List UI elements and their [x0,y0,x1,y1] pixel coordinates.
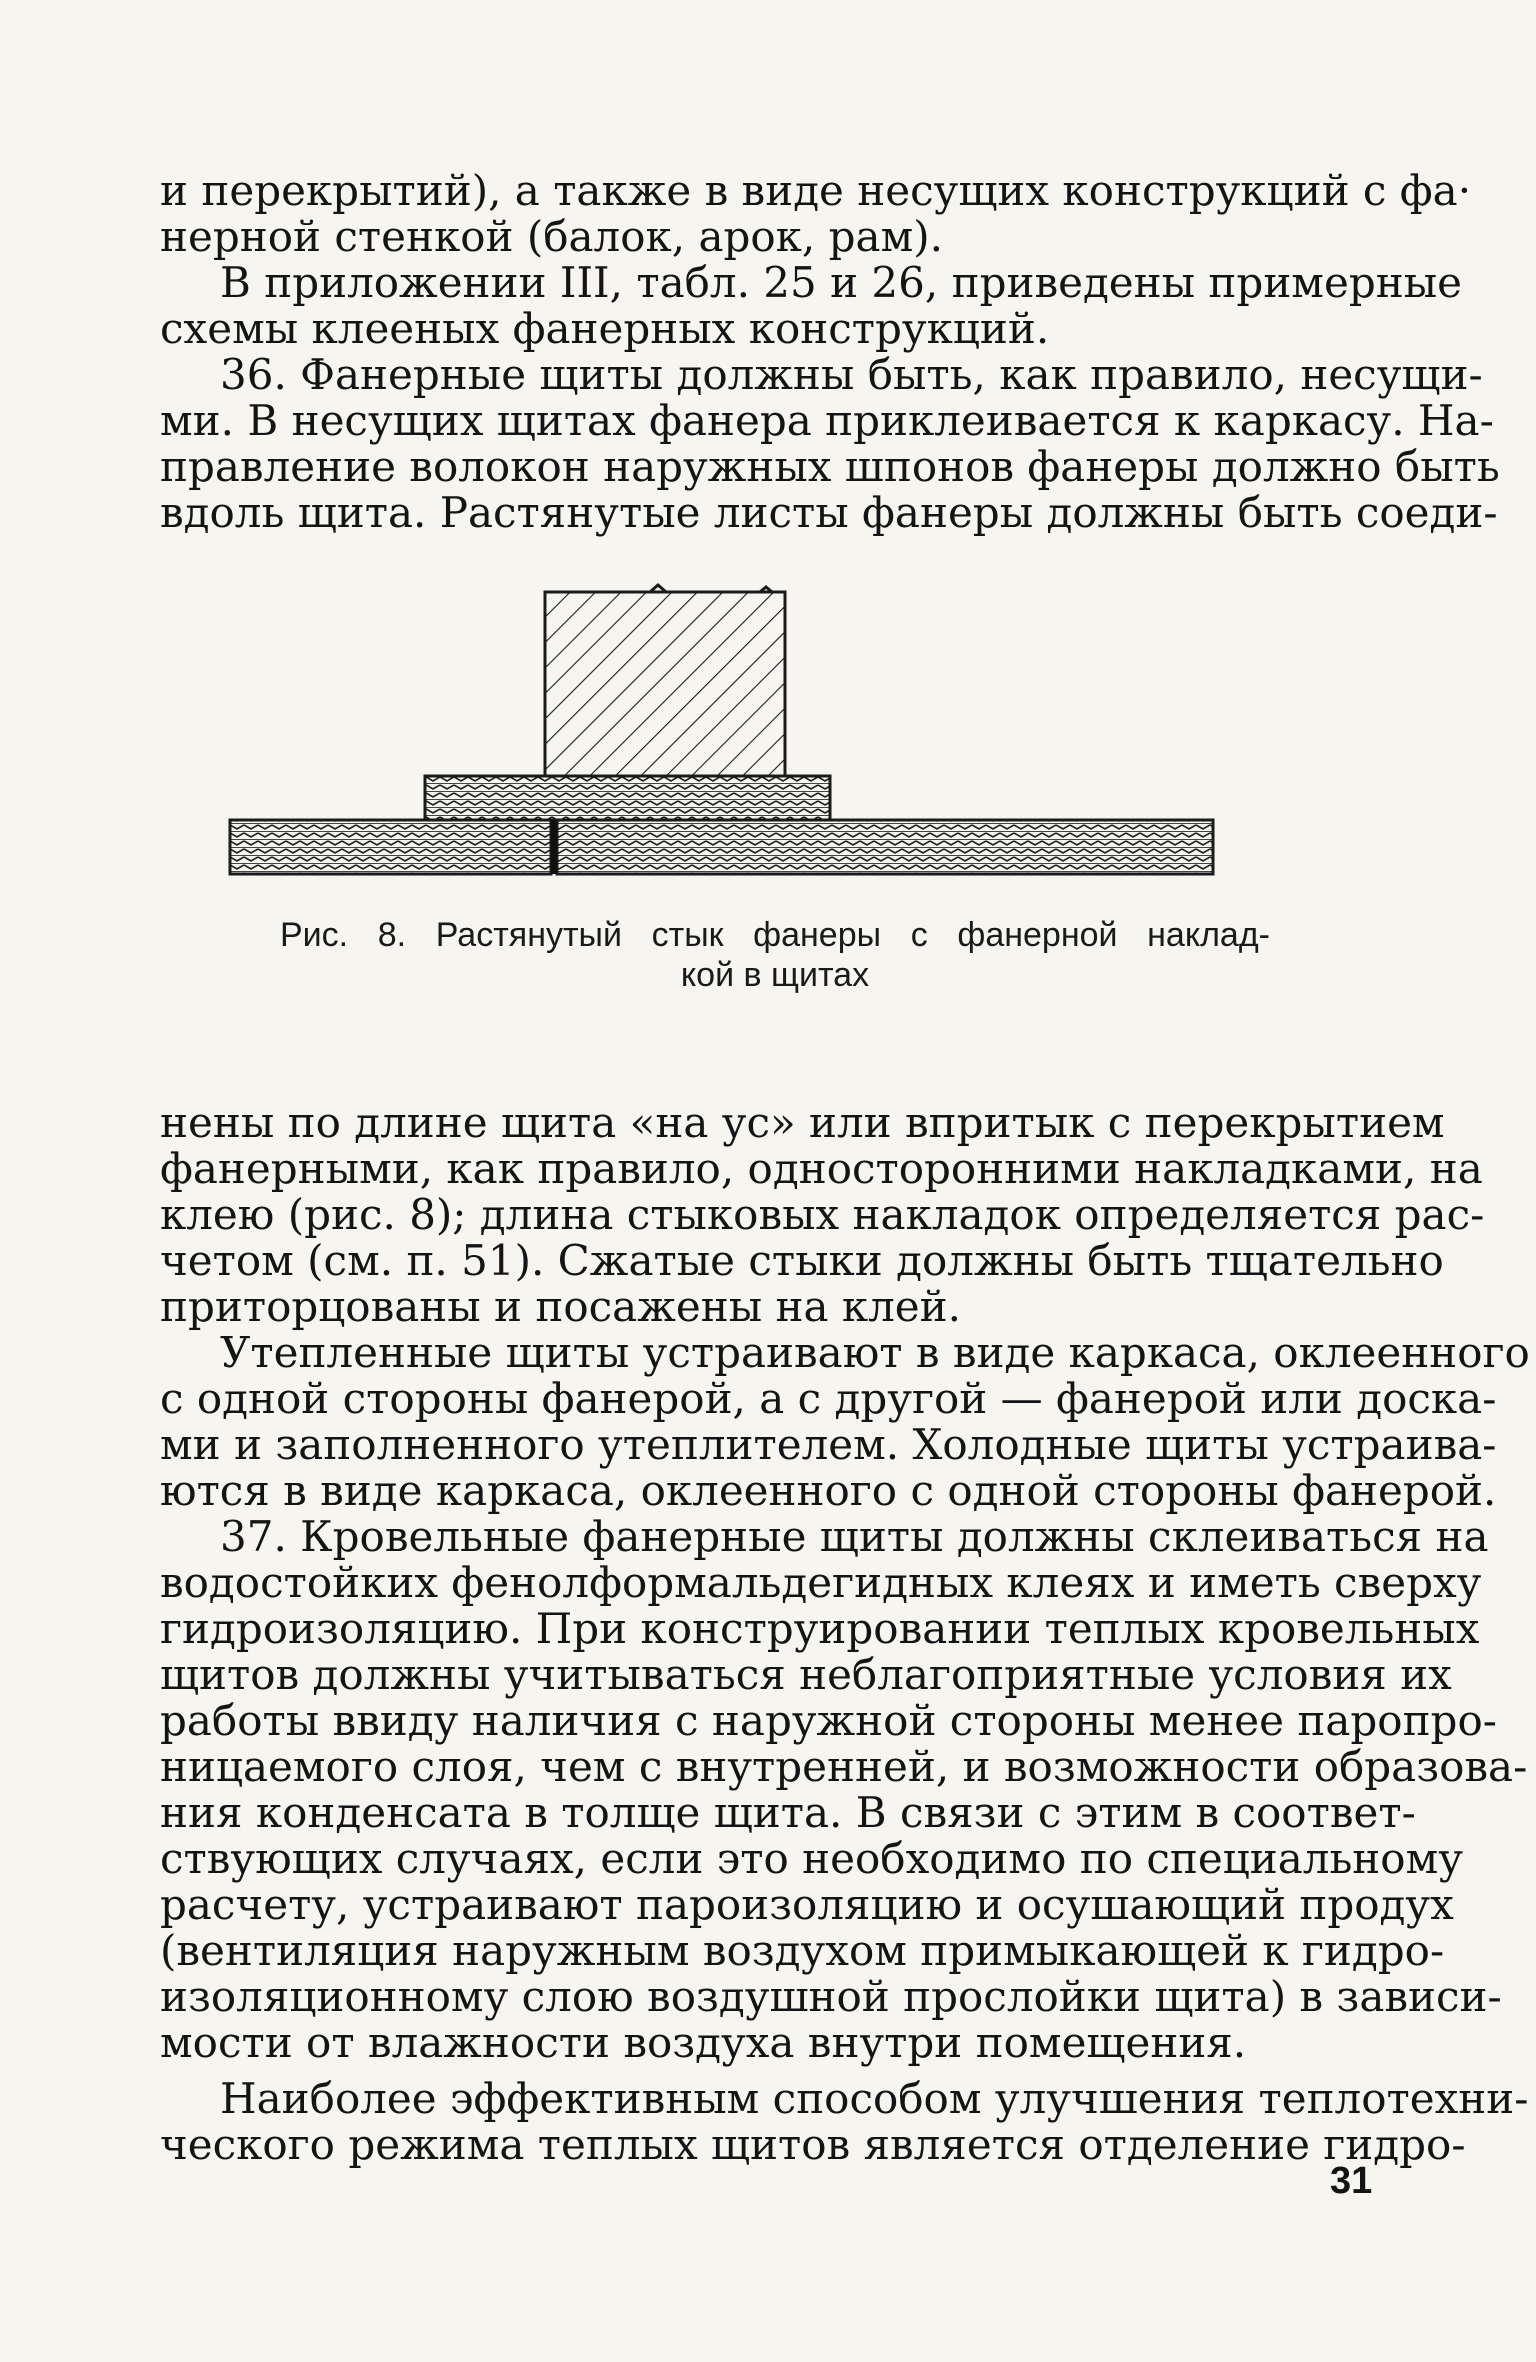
butt-joint [551,820,557,874]
page-number: 31 [1330,2160,1373,2202]
text-line: ния конденсата в толще щита. В связи с этим в соответ- [160,1788,1416,1837]
text-line: правление волокон наружных шпонов фанеры должно быть [160,442,1500,491]
figure-caption [280,915,1270,995]
text-line: нерной стенкой (балок, арок, рам). [160,212,943,261]
plywood-sheet-right [557,820,1213,874]
text-line: водостойких фенолформальдегидных клеях и иметь сверху [160,1558,1482,1607]
text-line: ческого режима теплых щитов является отделение гидро- [160,2120,1466,2169]
text-line: Наиболее эффективным способом улучшения теплотехни- [220,2074,1529,2123]
text-line: расчету, устраивают пароизоляцию и осушающий продух [160,1880,1454,1929]
text-line: ми. В несущих щитах фанера приклеивается к каркасу. На- [160,396,1494,445]
text-line: 37. Кровельные фанерные щиты должны склеиваться на [220,1512,1489,1561]
text-line: Утепленные щиты устраивают в виде каркаса, оклеенного [220,1328,1530,1377]
text-line: четом (см. п. 51). Сжатые стыки должны быть тщательно [160,1236,1444,1285]
splice-plate [425,776,830,820]
text-line: ются в виде каркаса, оклеенного с одной стороны фанерой. [160,1466,1497,1515]
text-line: работы ввиду наличия с наружной стороны менее паропро- [160,1696,1497,1745]
text-line: гидроизоляцию. При конструировании теплых кровельных [160,1604,1480,1653]
plywood-joint-figure [230,575,1230,895]
text-line: приторцованы и посажены на клей. [160,1282,961,1331]
text-line: (вентиляция наружным воздухом примыкающей к гидро- [160,1926,1445,1975]
text-line: ствующих случаях, если это необходимо по специальному [160,1834,1463,1883]
text-line: схемы клееных фанерных конструкций. [160,304,1050,353]
text-line: ми и заполненного утеплителем. Холодные щиты устраива- [160,1420,1497,1469]
text-line: мости от влажности воздуха внутри помещения. [160,2018,1247,2067]
text-line: нены по длине щита «на ус» или впритык с перекрытием [160,1098,1445,1147]
text-line: клею (рис. 8); длина стыковых накладок определяется рас- [160,1190,1485,1239]
text-line: вдоль щита. Растянутые листы фанеры должны быть соеди- [160,488,1498,537]
caption-line: кой в щитах [680,956,870,994]
text-line: 36. Фанерные щиты должны быть, как правило, несущи- [220,350,1483,399]
text-block-top [160,166,1500,537]
plywood-sheet-left [230,820,551,874]
text-line: и перекрытий), а также в виде несущих конструкций с фа· [160,166,1472,215]
frame-top-edge [545,585,785,592]
text-line: ницаемого слоя, чем с внутренней, и возможности образова- [160,1742,1528,1791]
text-block-bottom [160,1098,1530,2169]
text-line: В приложении III, табл. 25 и 26, приведены примерные [220,258,1462,307]
caption-line: Рис. 8. Растянутый стык фанеры с фанерной наклад- [280,916,1270,954]
text-line: щитов должны учитываться неблагоприятные условия их [160,1650,1452,1699]
text-line: с одной стороны фанерой, а с другой — фанерой или доска- [160,1374,1497,1423]
frame-timber [545,592,785,776]
text-line: фанерными, как правило, односторонними накладками, на [160,1144,1483,1193]
text-line: изоляционному слою воздушной прослойки щита) в зависи- [160,1972,1502,2021]
